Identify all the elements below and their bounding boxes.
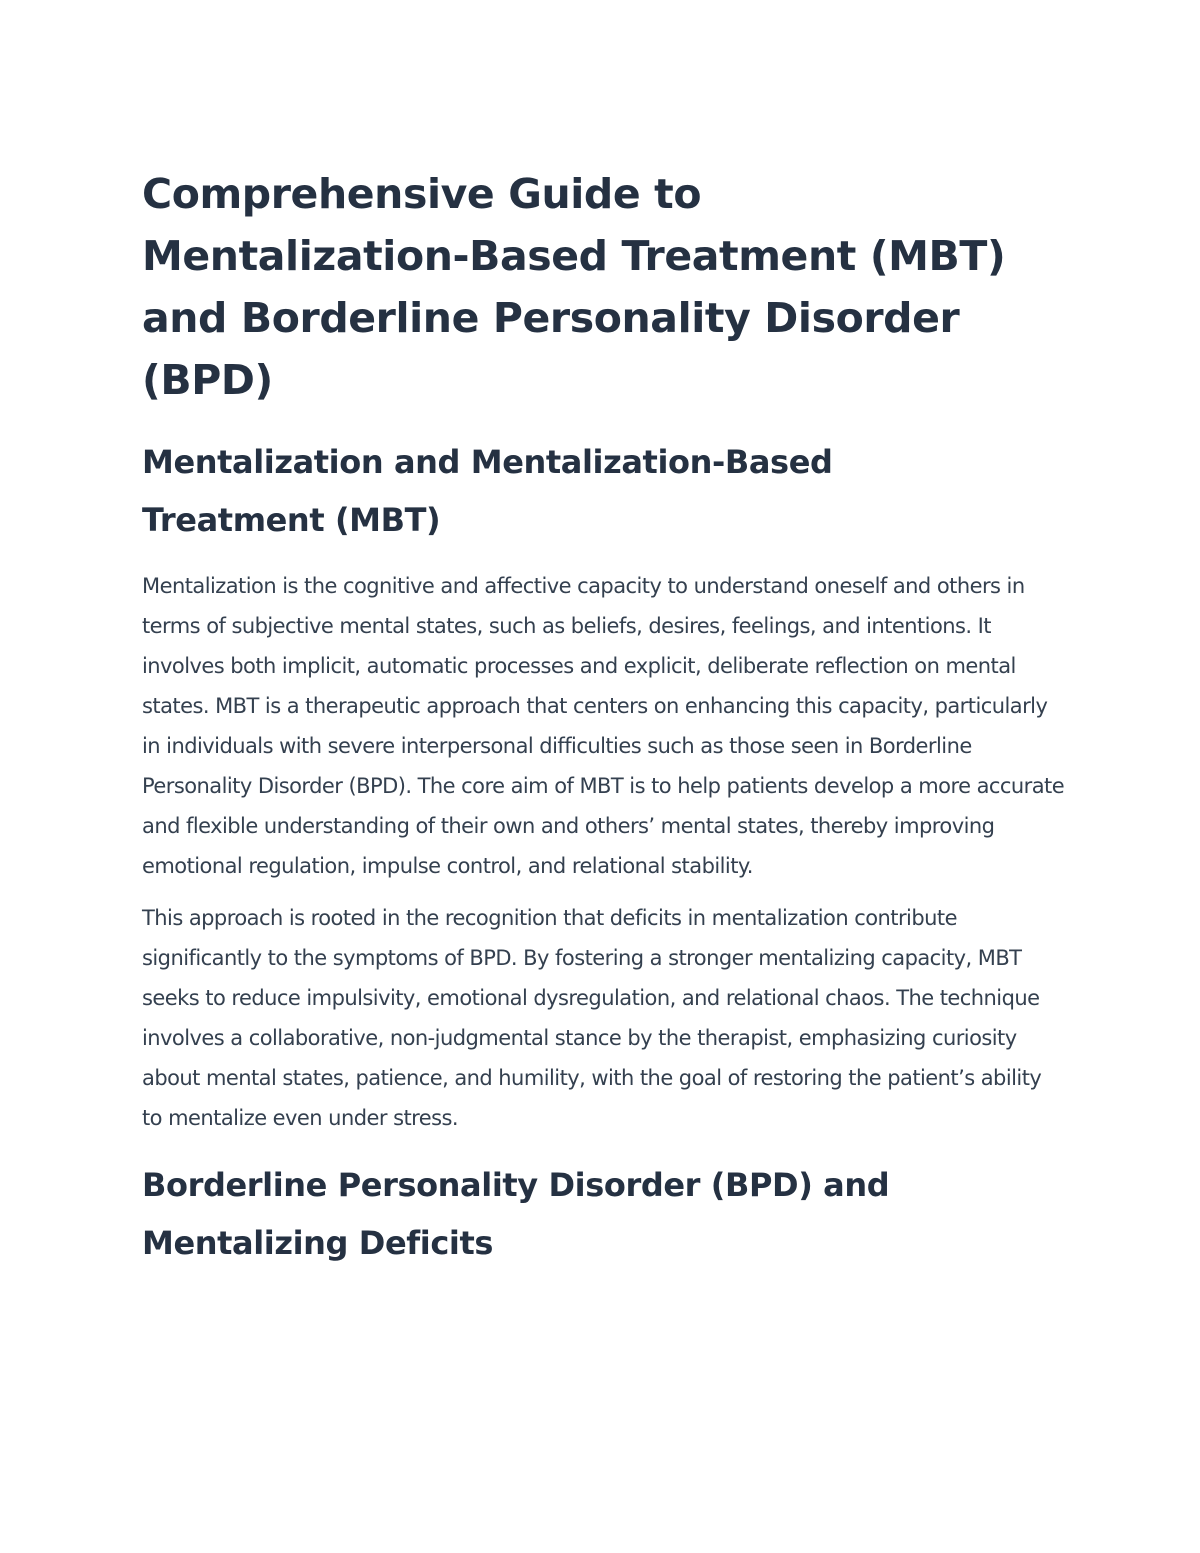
document-title: Comprehensive Guide to Mentalization-Based Treatment (MBT) and Borderline Personality Disorder (BPD) xyxy=(142,170,1006,404)
section-heading-bpd: Borderline Personality Disorder (BPD) and Mentalizing Deficits xyxy=(142,1166,890,1262)
section-heading-mbt: Mentalization and Mentalization-Based Treatment (MBT) xyxy=(142,443,833,539)
paragraph-mentalization-definition: Mentalization is the cognitive and affective capacity to understand oneself and others in terms of subjective mental states, such as beliefs, desires, feelings, and intentions. It involves both implicit, automatic processes and explicit, deliberate reflection on mental states. MBT is a therapeutic approach that centers on enhancing this capacity, particularly in individuals with severe interpersonal difficulties such as those seen in Borderline Personality Disorder (BPD). The core aim of MBT is to help patients develop a more accurate and flexible understanding of their own and others’ mental states, thereby improving emotional regulation, impulse control, and relational stability. xyxy=(142,574,1065,878)
paragraph-mbt-approach: This approach is rooted in the recognition that deficits in mentalization contribute significantly to the symptoms of BPD. By fostering a stronger mentalizing capacity, MBT seeks to reduce impulsivity, emotional dysregulation, and relational chaos. The technique involves a collaborative, non-judgmental stance by the therapist, emphasizing curiosity about mental states, patience, and humility, with the goal of restoring the patient’s ability to mentalize even under stress. xyxy=(142,906,1042,1130)
document-page xyxy=(142,163,1067,1272)
